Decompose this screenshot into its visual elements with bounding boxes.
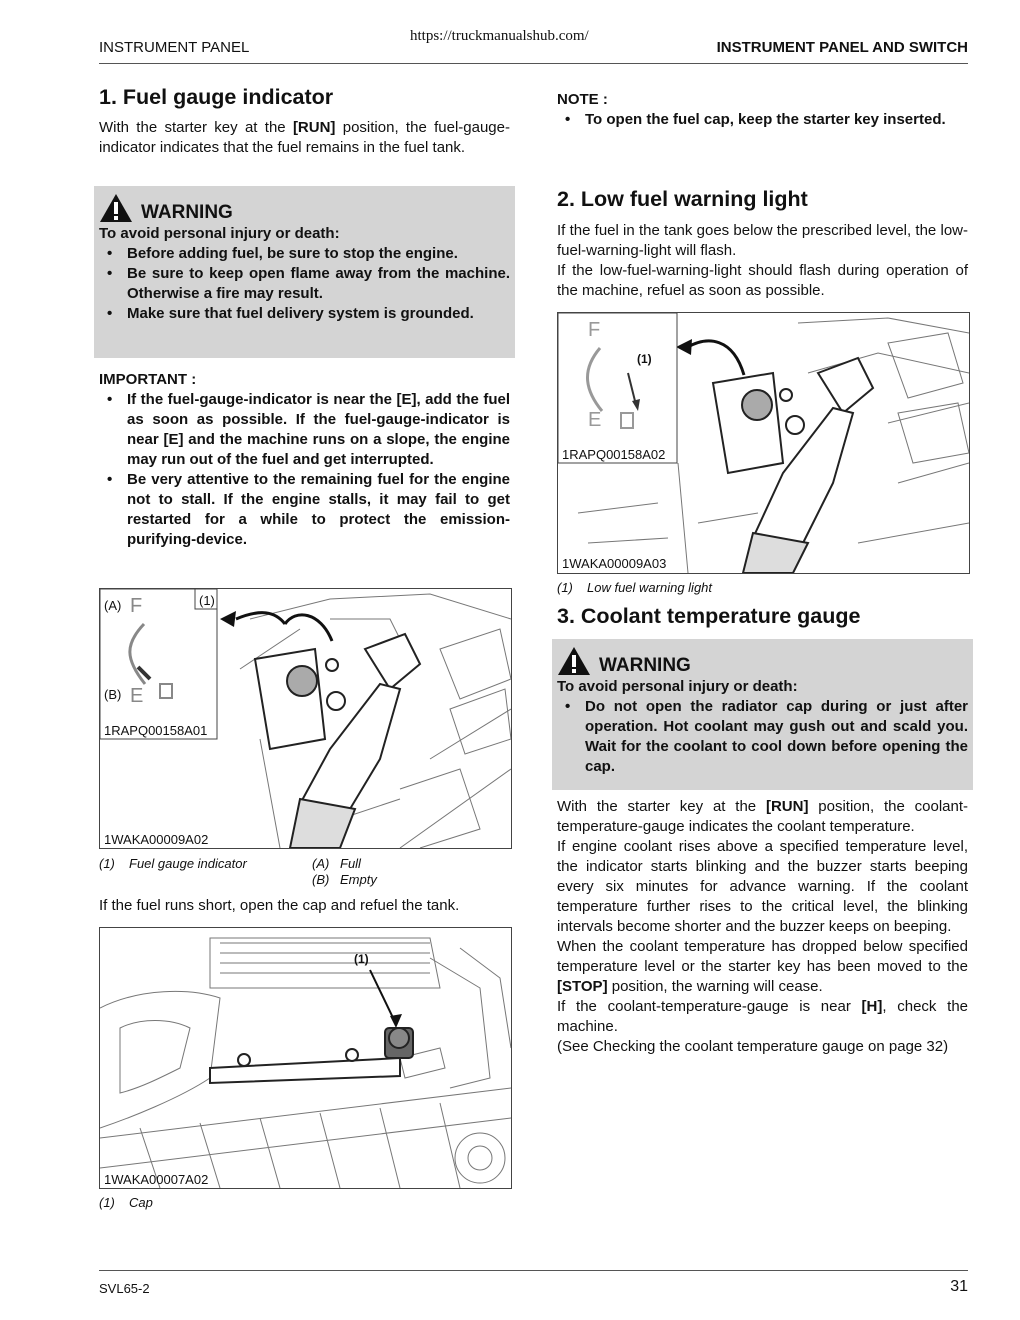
warning-item: • Be sure to keep open flame away from the machine. Otherwise a fire may result. xyxy=(99,264,510,304)
note-item: • To open the fuel cap, keep the starter key inserted. xyxy=(557,110,968,130)
caption-cap: (1) Cap xyxy=(99,1195,153,1210)
header-left: INSTRUMENT PANEL xyxy=(99,39,250,56)
note-block xyxy=(557,90,968,130)
section1-title: 1. Fuel gauge indicator xyxy=(99,85,334,109)
figure-fuel-cap xyxy=(99,927,512,1189)
important-item: • Be very attentive to the remaining fuel for the engine not to stall. If the engine stalls, it may fail to get restarted for a while to protect the emission-purifying-device. xyxy=(99,470,510,550)
warning-item: • Do not open the radiator cap during or just after operation. Hot coolant may gush out and scald you. Wait for the coolant to cool down before opening the cap. xyxy=(557,697,968,777)
gauge-f-label: F xyxy=(130,595,143,617)
figure3-inset-code: 1RAPQ00158A02 xyxy=(562,447,666,462)
section1-intro: With the starter key at the [RUN] position, the fuel-gauge-indicator indicates that the fuel remains in the fuel tank. xyxy=(99,119,510,156)
important-block xyxy=(99,370,510,550)
section3-p3: When the coolant temperature has dropped below specified temperature level or the starter key has been moved to the [STOP] position, the warning will cease. xyxy=(557,938,968,995)
figure3-label-1: (1) xyxy=(637,352,652,366)
gauge-e-label: E xyxy=(588,409,602,431)
section2-paragraph: If the low-fuel-warning-light should flash during operation of the machine, refuel as soon as possible. xyxy=(557,262,968,299)
warning-item: • Make sure that fuel delivery system is grounded. xyxy=(99,304,510,324)
warning-box-fuel xyxy=(94,186,515,358)
important-item: • If the fuel-gauge-indicator is near the [E], add the fuel as soon as possible. If the fuel-gauge-indicator is near [E] and the machine runs on a slope, the engine may run out of the fuel and get interrupted. xyxy=(99,390,510,470)
figure1-label-1: (1) xyxy=(199,593,215,608)
section3-p2: If engine coolant rises above a specified temperature level, the indicator starts blinking and the buzzer starts beeping every six minutes for advance warning. If the coolant temperature further rises to the critical level, the blinking intervals become shorter and the buzzer keeps on beeping. xyxy=(557,838,968,935)
warning-title: WARNING xyxy=(99,192,510,224)
figure1-code: 1WAKA00009A02 xyxy=(104,832,209,847)
header-right: INSTRUMENT PANEL AND SWITCH xyxy=(716,39,968,56)
caption-low-fuel-light: (1) Low fuel warning light xyxy=(557,580,713,595)
section3-body xyxy=(557,797,968,1057)
warning-box-coolant xyxy=(552,639,973,790)
figure2-code: 1WAKA00007A02 xyxy=(104,1172,209,1187)
warning-lead: To avoid personal injury or death: xyxy=(557,678,798,695)
section2-paragraph: If the fuel in the tank goes below the prescribed level, the low-fuel-warning-light will flash. xyxy=(557,222,968,259)
caption-fuel-gauge: (1) Fuel gauge indicator (A) Full xyxy=(99,856,361,871)
figure2-label-1: (1) xyxy=(354,952,369,966)
warning-item: • Before adding fuel, be sure to stop the engine. xyxy=(99,244,510,264)
header-rule xyxy=(99,63,968,64)
section3-p5: (See Checking the coolant temperature gauge on page 32) xyxy=(557,1038,949,1055)
section3-p4: If the coolant-temperature-gauge is near [H], check the machine. xyxy=(557,998,968,1035)
header-url[interactable]: https://truckmanualshub.com/ xyxy=(410,28,589,44)
section3-title: 3. Coolant temperature gauge xyxy=(557,604,861,628)
figure-fuel-gauge xyxy=(99,588,512,849)
warning-list xyxy=(99,244,510,324)
note-title: NOTE : xyxy=(557,91,608,108)
refuel-text: If the fuel runs short, open the cap and refuel the tank. xyxy=(99,897,460,914)
gauge-e-label: E xyxy=(130,685,144,707)
gauge-f-label: F xyxy=(588,319,601,341)
caption-empty: (B) Empty xyxy=(312,872,377,887)
warning-lead: To avoid personal injury or death: xyxy=(99,225,340,242)
page-number: 31 xyxy=(950,1278,968,1295)
figure3-code: 1WAKA00009A03 xyxy=(562,556,667,571)
footer-rule xyxy=(99,1270,968,1271)
section2-title: 2. Low fuel warning light xyxy=(557,187,808,211)
warning-triangle-icon xyxy=(557,646,591,676)
figure-low-fuel-light xyxy=(557,312,970,574)
figure1-label-a: (A) xyxy=(104,598,122,613)
important-title: IMPORTANT : xyxy=(99,371,197,388)
footer-model: SVL65-2 xyxy=(99,1281,150,1296)
figure1-inset-code: 1RAPQ00158A01 xyxy=(104,723,208,738)
section3-p1: With the starter key at the [RUN] position, the coolant-temperature-gauge indicates the coolant temperature. xyxy=(557,798,968,835)
warning-title: WARNING xyxy=(557,645,968,677)
figure-low-fuel-light-illustration xyxy=(558,313,969,573)
figure-fuel-gauge-illustration xyxy=(100,589,511,848)
figure1-label-b: (B) xyxy=(104,687,122,702)
figure-fuel-cap-illustration xyxy=(100,928,511,1188)
warning-triangle-icon xyxy=(99,193,133,223)
